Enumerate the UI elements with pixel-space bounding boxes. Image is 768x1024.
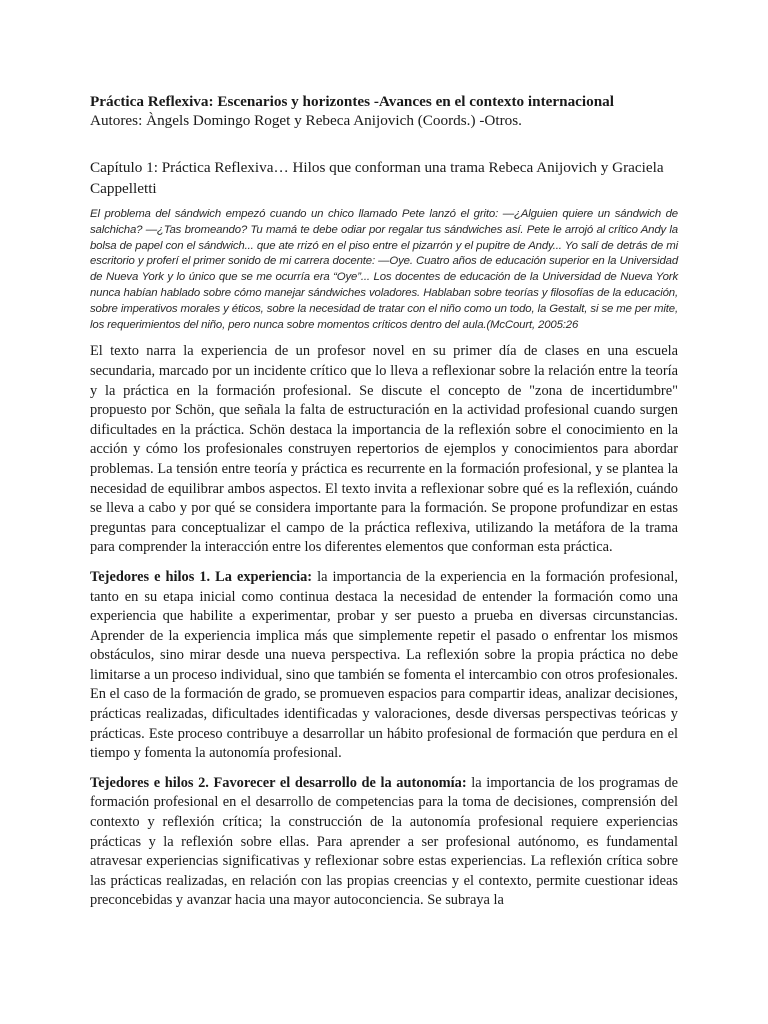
paragraph-intro: El texto narra la experiencia de un profesor novel en su primer día de clases en una escuela secundaria, marcado por un incidente crítico que lo lleva a reflexionar sobre la relación entre la teoría y la práctica en la formación profesional. Se discute el concepto de "zona de incertidumbre" propuesto por Schön, que señala la falta de estructuración en la actividad profesional cuando surgen dificultades en la práctica. Schön destaca la importancia de la reflexión sobre el conocimiento en la acción y cómo los profesionales construyen repertorios de ejemplos y conocimientos para abordar problemas. La tensión entre teoría y práctica es recurrente en la formación profesional, y se plantea la necesidad de equilibrar ambos aspectos. El texto invita a reflexionar sobre qué es la reflexión, cuándo se lleva a cabo y por qué se considera importante para la formación. Se propone profundizar en estas preguntas para conceptualizar el campo de la práctica reflexiva, utilizando la metáfora de la trama para comprender la interacción entre los diferentes elementos que conforman esta práctica. <box>90 343 678 556</box>
document-authors: Autores: Àngels Domingo Roget y Rebeca Anijovich (Coords.) -Otros. <box>90 112 522 129</box>
section-1-body: la importancia de la experiencia en la formación profesional, tanto en su etapa inicial como continua destaca la necesidad de entender la formación como una experiencia que habilite a experimentar, probar y ser puesto a prueba en diversas circunstancias. Aprender de la experiencia implica más que simplemente repetir el pasado o enfrentar los mismos obstáculos, sino mirar desde una nueva perspectiva. La reflexión sobre la propia práctica no debe limitarse a un proceso individual, sino que también se fomenta el intercambio con otros profesionales. En el caso de la formación de grado, se promueven espacios para compartir ideas, analizar decisiones, prácticas realizadas, dificultades identificadas y valoraciones, desde diversas perspectivas teóricas y prácticas. Este proceso contribuye a desarrollar un hábito profesional de formación que perdura en el tiempo y fomenta la autonomía profesional. <box>90 568 678 762</box>
paragraph-section-2 <box>90 774 678 911</box>
section-2-body: la importancia de los programas de formación profesional en el desarrollo de competencias para la toma de decisiones, comprensión del contexto y reflexión crítica; la construcción de la autonomía profesional requiere experiencias prácticas y la reflexión sobre ellas. Para aprender a ser profesional autónomo, es fundamental atravesar experiencias significativas y reflexionar sobre estas experiencias. La reflexión crítica sobre las prácticas realizadas, en relación con las propias creencias y el contexto, permite cuestionar ideas preconcebidas y avanzar hacia una mayor autoconciencia. Se subraya la <box>90 774 679 909</box>
section-2-heading: Tejedores e hilos 2. Favorecer el desarrollo de la autonomía: <box>90 774 467 791</box>
section-1-heading: Tejedores e hilos 1. La experiencia: <box>90 568 313 585</box>
document-title: Práctica Reflexiva: Escenarios y horizontes -Avances en el contexto internacional <box>90 93 614 110</box>
chapter-heading: Capítulo 1: Práctica Reflexiva… Hilos que conforman una trama Rebeca Anijovich y Graciela Cappelletti <box>90 159 664 197</box>
paragraph-section-1 <box>90 568 678 764</box>
epigraph-quote: El problema del sándwich empezó cuando un chico llamado Pete lanzó el grito: —¿Alguien quiere un sándwich de salchicha? —¿Tas bromeando? Tu mamá te debe odiar por regalar tus sándwiches así. Pete le arrojó al crítico Andy la bolsa de papel con el sándwich... que ate rrizó en el piso entre el pizarrón y el pupitre de Andy... Yo salí de detrás de mi escritorio y proferí el primer sonido de mi carrera docente: —Oye. Cuatro años de educación superior en la Universidad de Nueva York y lo único que se me ocurría era “Oye”... Los docentes de educación de la Universidad de Nueva York nunca habían hablado sobre cómo manejar sándwiches voladores. Hablaban sobre teorías y filosofías de la educación, sobre imperativos morales y éticos, sobre la necesidad de tratar con el niño como un todo, la Gestalt, si se me per mite, los requerimientos del niño, pero nunca sobre momentos críticos dentro del aula.(McCourt, 2005:26 <box>90 208 678 331</box>
